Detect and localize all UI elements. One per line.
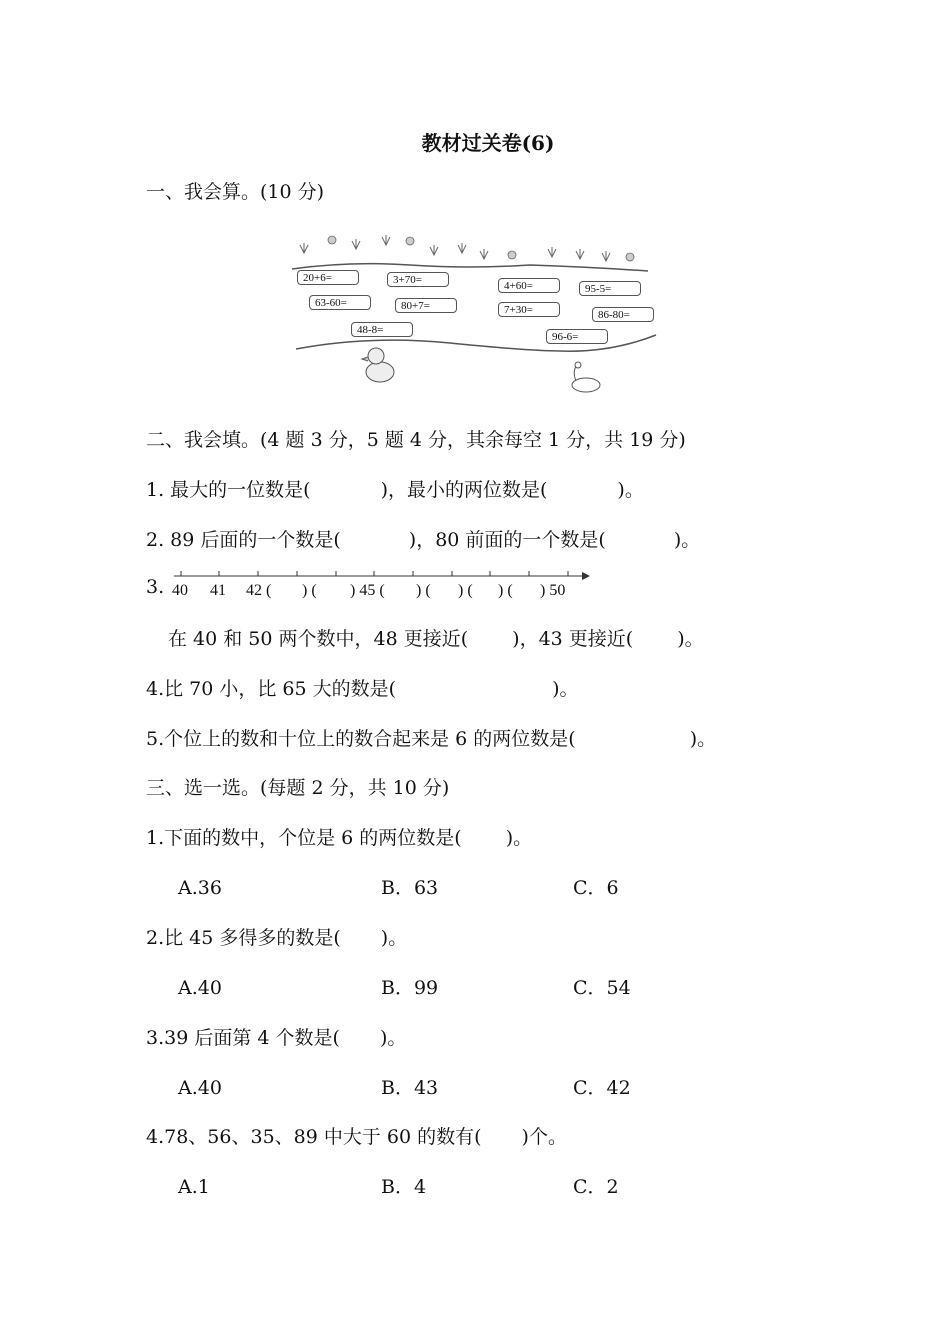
q-text: 4.比 70 小，比 65 大的数是(	[146, 678, 397, 700]
equation-box: 63-60=	[309, 295, 371, 310]
tick-label: ) (	[416, 582, 431, 599]
option-c[interactable]: C．42	[573, 1077, 631, 1099]
q-text: 1.下面的数中，个位是 6 的两位数是(	[146, 827, 462, 849]
option-b[interactable]: B．4	[381, 1176, 427, 1198]
q-text: )。	[677, 628, 704, 650]
equation-box: 3+70=	[387, 272, 449, 287]
tick-label: 40	[172, 582, 188, 599]
q-text: 5.个位上的数和十位上的数合起来是 6 的两位数是(	[146, 728, 576, 750]
equation-box: 96-6=	[546, 329, 608, 344]
goose-icon	[572, 362, 600, 392]
q-text: )。	[552, 678, 579, 700]
option-c[interactable]: C．2	[573, 1176, 619, 1198]
q-text: 4.78、56、35、89 中大于 60 的数有(	[146, 1126, 482, 1148]
tick-label: 42 (	[246, 582, 272, 599]
equation-box: 80+7=	[395, 298, 457, 313]
calc-illustration	[290, 225, 660, 400]
q-text: )，80 前面的一个数是(	[408, 529, 606, 551]
equation-box: 7+30=	[498, 302, 560, 317]
question-2-2	[146, 528, 700, 552]
tick-label: ) 50	[540, 582, 566, 599]
equation-box: 86-80=	[592, 307, 654, 322]
tick-label: ) (	[498, 582, 513, 599]
q-text: 2. 89 后面的一个数是(	[146, 529, 341, 551]
mc-question	[146, 926, 407, 950]
q-text: )，43 更接近(	[512, 628, 634, 650]
option-a[interactable]: A.1	[178, 1176, 210, 1198]
equation-box: 48-8=	[351, 322, 413, 337]
number-line	[170, 566, 590, 606]
equation-box: 20+6=	[297, 270, 359, 285]
mc-question	[146, 1125, 567, 1149]
equation-box: 95-5=	[579, 281, 641, 296]
option-c[interactable]: C．54	[573, 977, 631, 999]
page-title: 教材过关卷(6)	[421, 131, 555, 155]
equation-box: 4+60=	[498, 278, 560, 293]
q-text: )。	[689, 728, 717, 750]
q-text: )。	[380, 927, 408, 949]
question-2-3-number: 3.	[146, 576, 165, 598]
tick-label: ) (	[302, 582, 317, 599]
tick-label: ) (	[458, 582, 473, 599]
q-text: )。	[379, 1027, 407, 1049]
option-b[interactable]: B．43	[381, 1077, 439, 1099]
question-2-4	[146, 677, 578, 701]
option-b[interactable]: B．63	[381, 877, 439, 899]
q-text: )。	[617, 479, 644, 501]
duck-icon	[362, 348, 394, 382]
option-a[interactable]: A.40	[178, 1077, 222, 1099]
question-2-1	[146, 478, 644, 502]
q-text: 1. 最大的一位数是(	[146, 479, 311, 501]
option-b[interactable]: B．99	[381, 977, 439, 999]
q-text: 3.39 后面第 4 个数是(	[146, 1027, 340, 1049]
option-a[interactable]: A.40	[178, 977, 222, 999]
q-text: )，最小的两位数是(	[380, 479, 548, 501]
question-2-3-text	[168, 627, 704, 651]
q-text: 在 40 和 50 两个数中，48 更接近(	[168, 628, 469, 650]
section3-heading: 三、选一选。(每题 2 分，共 10 分)	[146, 777, 450, 799]
q-text: )个。	[521, 1126, 567, 1148]
section2-heading: 二、我会填。(4 题 3 分，5 题 4 分，其余每空 1 分，共 19 分)	[146, 429, 686, 451]
question-2-5	[146, 727, 716, 751]
q-text: 2.比 45 多得多的数是(	[146, 927, 341, 949]
q-text: )。	[673, 529, 701, 551]
option-c[interactable]: C．6	[573, 877, 619, 899]
mc-question	[146, 1026, 406, 1050]
q-text: )。	[505, 827, 533, 849]
option-a[interactable]: A.36	[178, 877, 222, 899]
mc-question	[146, 826, 532, 850]
tick-label: ) 45 (	[350, 582, 385, 599]
tick-label: 41	[210, 582, 226, 599]
section1-heading: 一、我会算。(10 分)	[146, 181, 325, 203]
